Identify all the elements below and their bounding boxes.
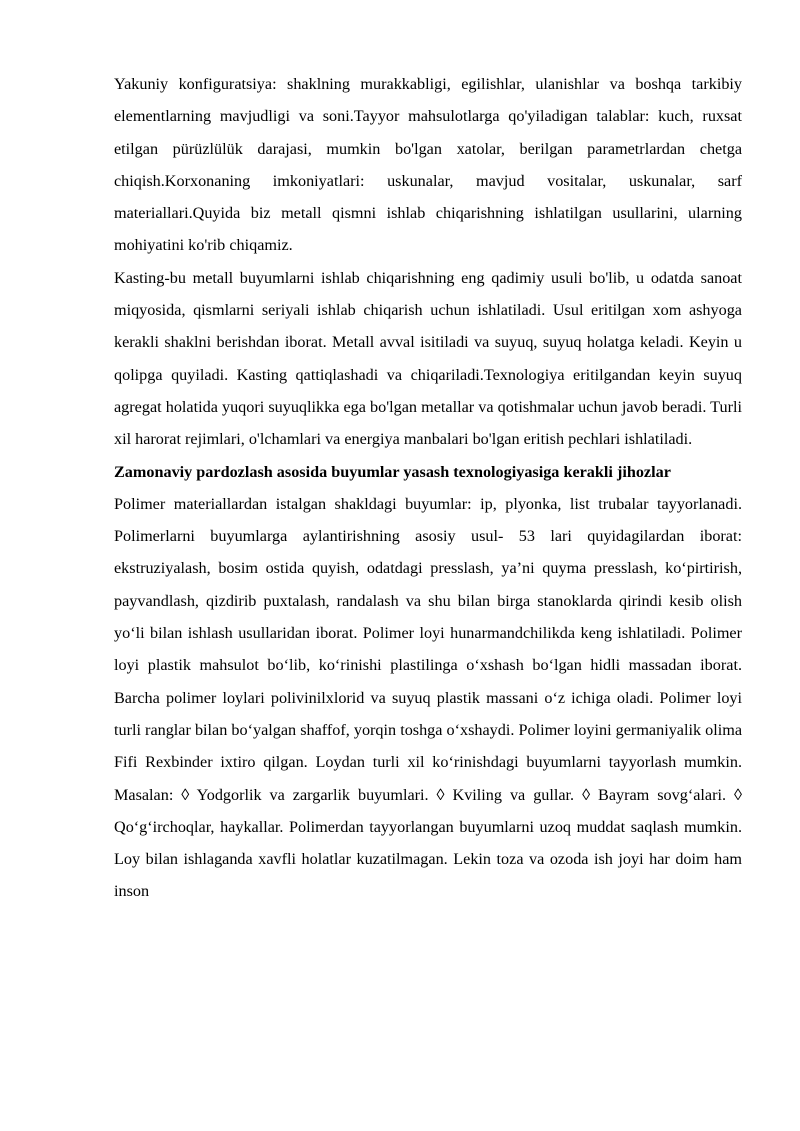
paragraph-casting: Kasting-bu metall buyumlarni ishlab chiqarishning eng qadimiy usuli bo'lib, u odatda sanoat miqyosida, qismlarni seriyali ishlab chiqarish uchun ishlatiladi. Usul eritilgan xom ashyoga kerakli shaklni berishdan iborat. Metall avval isitiladi va suyuq, suyuq holatga keladi. Keyin u qolipga quyiladi. Kasting qattiqlashadi va chiqariladi.Texnologiya eritilgandan keyin suyuq agregat holatida yuqori suyuqlikka ega bo'lgan metallar va qotishmalar uchun javob beradi. Turli xil harorat rejimlari, o'lchamlari va energiya manbalari bo'lgan eritish pechlari ishlatiladi. — [114, 268, 742, 449]
paragraph-final-configuration: Yakuniy konfiguratsiya: shaklning murakkabligi, egilishlar, ulanishlar va boshqa tarkibiy elementlarning mavjudligi va soni.Tayyor mahsulotlarga qo'yiladigan talablar: kuch, ruxsat etilgan pürüzlülük darajasi, mumkin bo'lgan xatolar, berilgan parametrlardan chetga chiqish.Korxonaning imkoniyatlari: uskunalar, mavjud vositalar, uskunalar, sarf materiallari.Quyida biz metall qismni ishlab chiqarishning ishlatilgan usullarini, ularning mohiyatini ko'rib chiqamiz. — [114, 75, 742, 255]
paragraph-polymer-materials: Polimer materiallardan istalgan shakldagi buyumlar: ip, plyonka, list trubalar tayyorlanadi. Polimerlarni buyumlarga aylantirishning asosiy usul- 53 lari quyidagilardan iborat: ekstruziyalash, bosim ostida quyish, odatdagi presslash, ya’ni quyma presslash, koʻpirtirish, payvandlash, qizdirib puxtalash, randalash va shu bilan birga stanoklarda qirindi kesib olish yoʻli bilan ishlash usullaridan iborat. Polimer loyi hunarmandchilikda keng ishlatiladi. Polimer loyi plastik mahsulot boʻlib, koʻrinishi plastilinga oʻxshash boʻlgan hidli massadan iborat. Barcha polimer loylari polivinilxlorid va suyuq plastik massani oʻz ichiga oladi. Polimer loyi turli ranglar bilan boʻyalgan shaffof, yorqin toshga oʻxshaydi. Polimer loyini germaniyalik olima Fifi Rexbinder ixtiro qilgan. Loydan turli xil koʻrinishdagi buyumlarni tayyorlash mumkin. Masalan: ◊ Yodgorlik va zargarlik buyumlari. ◊ Kviling va gullar. ◊ Bayram sovgʻalari. ◊ Qoʻgʻirchoqlar, haykallar. Polimerdan tayyorlangan buyumlarni uzoq muddat saqlash mumkin. Loy bilan ishlaganda xavfli holatlar kuzatilmagan. Lekin toza va ozoda ish joyi har doim ham inson — [114, 494, 742, 901]
section-heading: Zamonaviy pardozlash asosida buyumlar yasash texnologiyasiga kerakli jihozlar — [114, 462, 671, 481]
document-page — [114, 68, 742, 908]
